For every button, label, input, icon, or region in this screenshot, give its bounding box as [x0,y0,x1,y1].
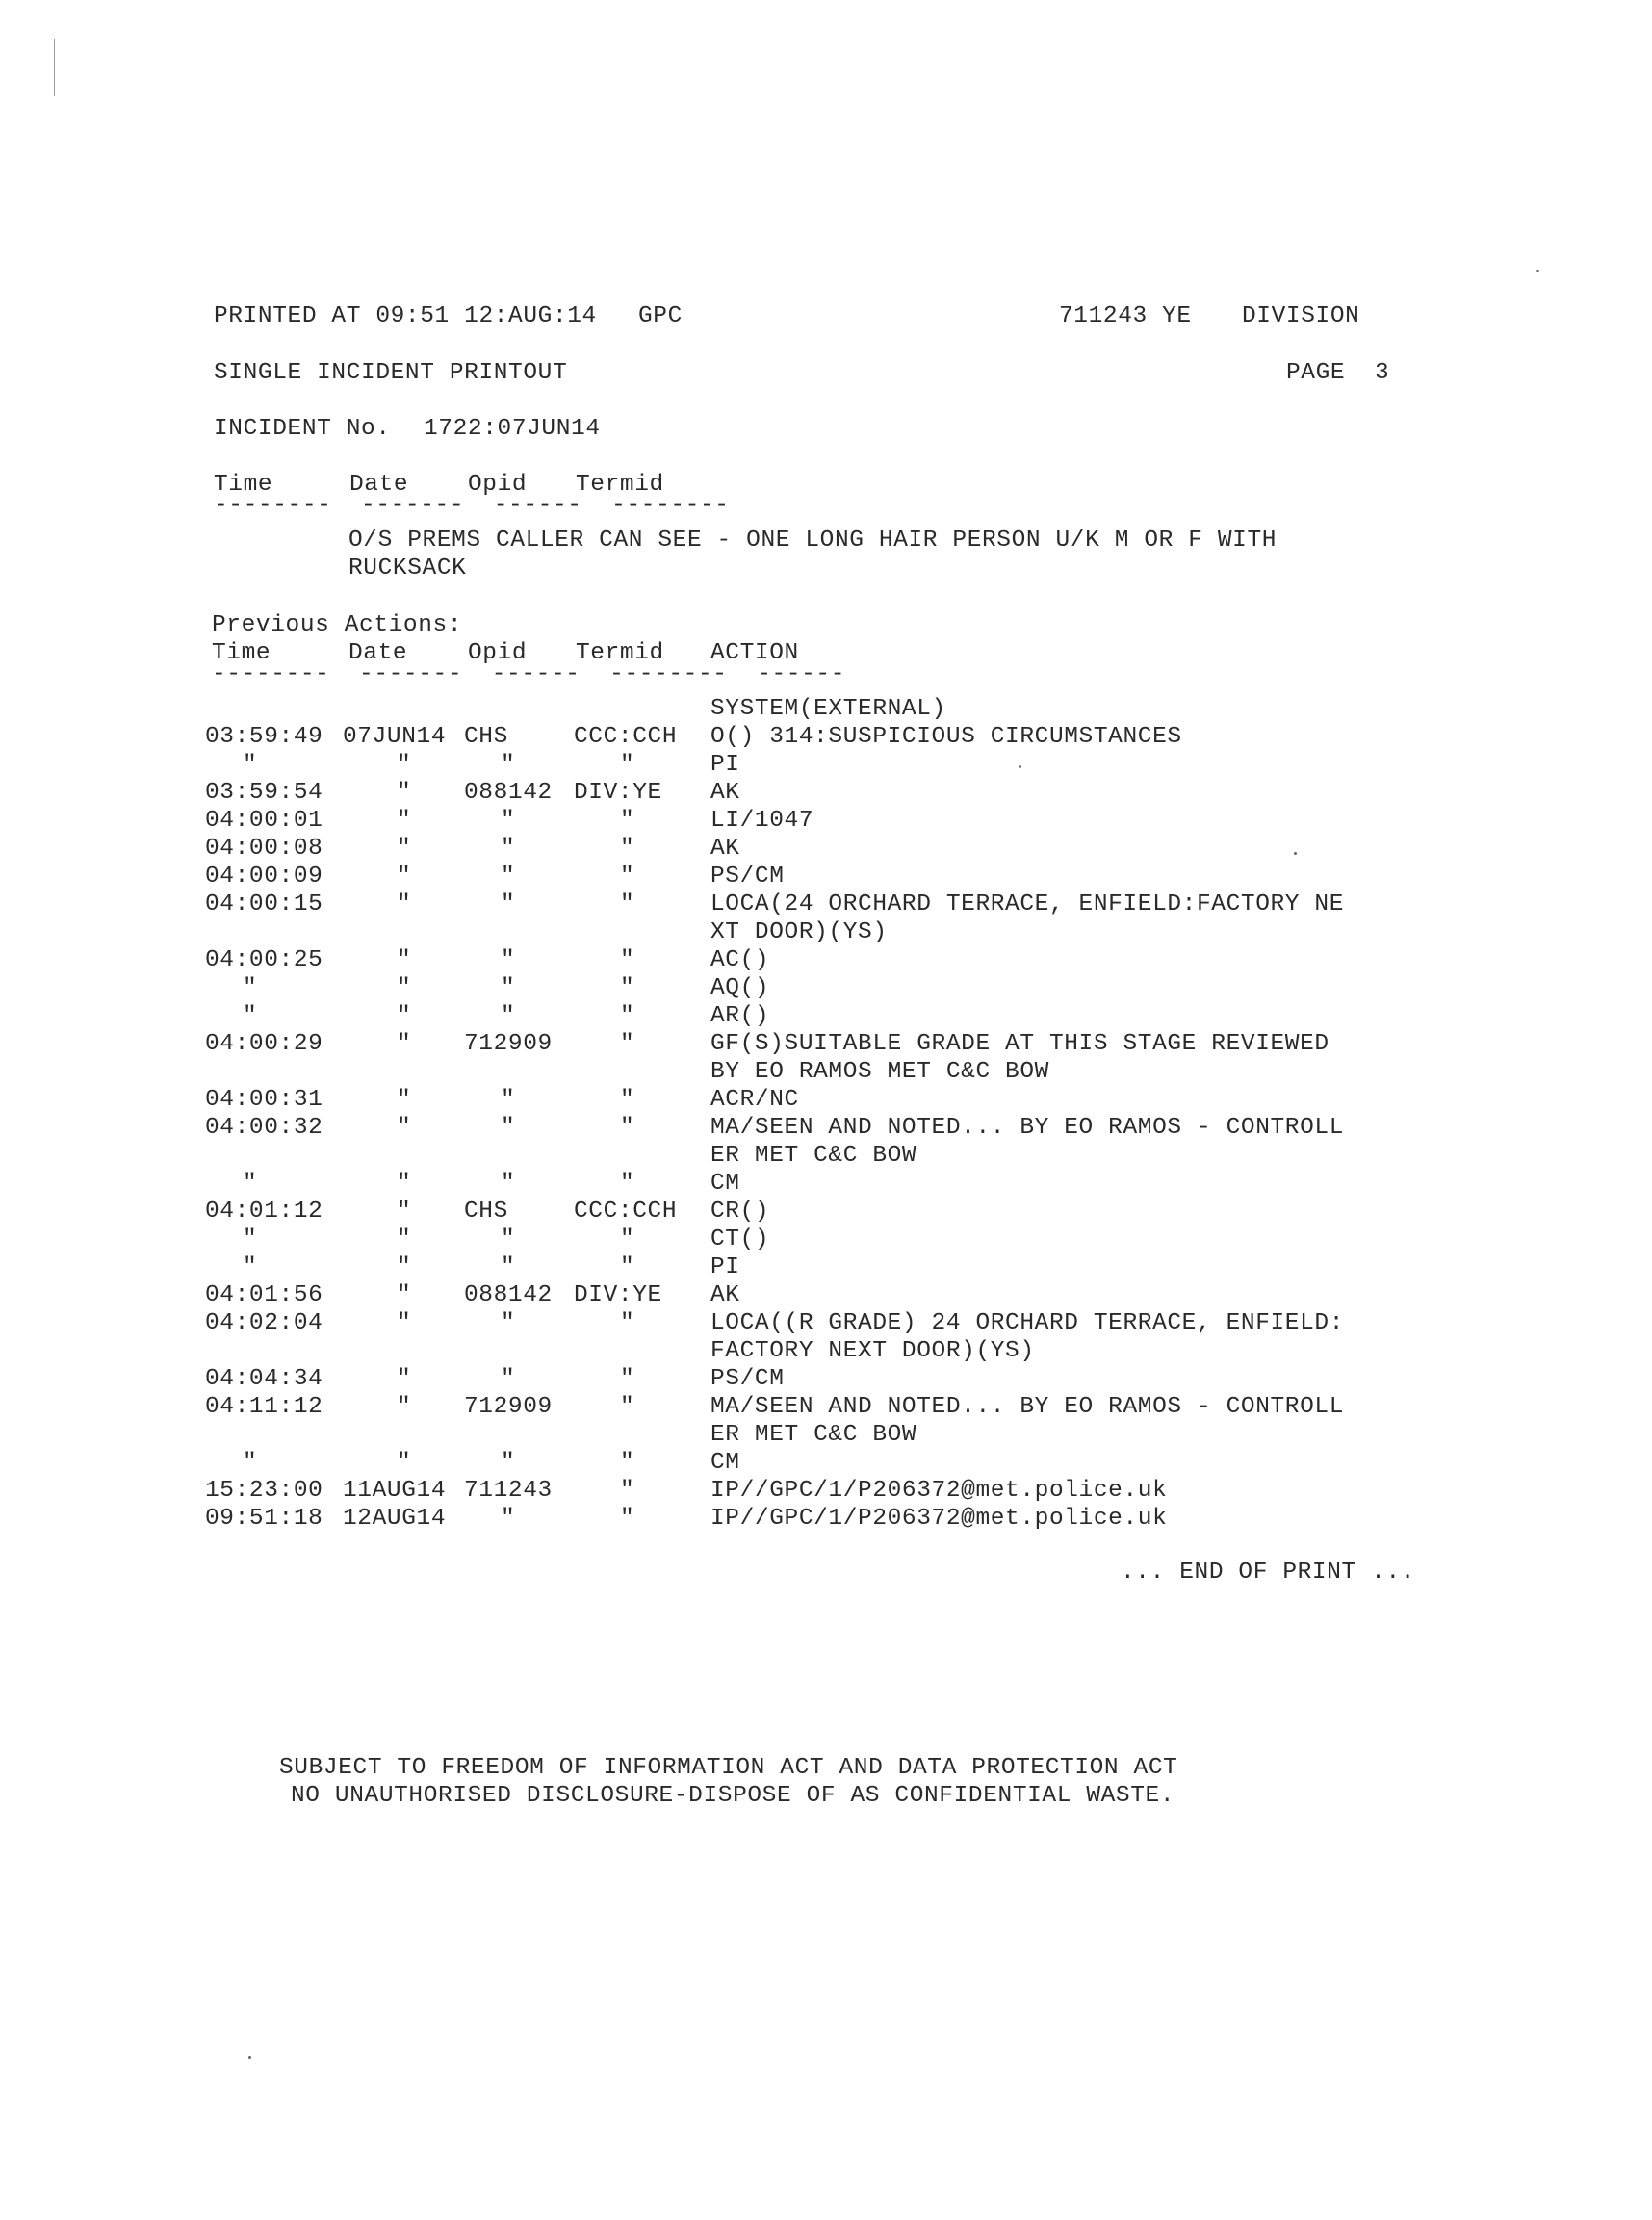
action-row [0,751,1652,779]
action-termid: CCC:CCH [574,1199,678,1225]
action-time: " [243,1254,258,1280]
scan-speck [1536,270,1539,272]
action-opid: 088142 [464,1282,553,1308]
action-row [0,1058,1652,1086]
action-termid: " [620,752,635,778]
action-time: 04:00:09 [205,864,323,890]
action-date: 12AUG14 [343,1506,447,1532]
action-row [0,1086,1652,1114]
action-date: " [397,1310,412,1336]
action-termid: " [620,1310,635,1336]
action-time: 04:00:15 [205,891,323,917]
header-rule: -------- ------- ------ -------- [214,493,730,519]
footer-notice-line-2: NO UNAUTHORISED DISCLOSURE-DISPOSE OF AS CONFIDENTIAL WASTE. [291,1783,1175,1809]
action-termid: " [620,1478,635,1504]
action-text: XT DOOR)(YS) [710,919,888,945]
col-header-opid: Opid [468,472,528,498]
end-of-print-marker: ... END OF PRINT ... [1121,1560,1416,1586]
action-opid: " [501,836,516,862]
action-time: " [243,752,258,778]
action-termid: " [620,1003,635,1029]
action-time: 03:59:49 [205,724,323,750]
action-row [0,1365,1652,1393]
action-date: " [397,1226,412,1252]
action-termid: " [620,1254,635,1280]
action-text: PS/CM [710,1366,785,1392]
action-time: 04:01:12 [205,1199,323,1225]
action-opid: " [501,1003,516,1029]
action-row [0,1477,1652,1505]
action-termid: " [620,1366,635,1392]
action-time: 04:00:32 [205,1115,323,1141]
action-time: 04:00:25 [205,947,323,973]
action-opid: 712909 [464,1394,553,1420]
action-row [0,1226,1652,1253]
scan-speck [1019,765,1021,768]
action-date: " [397,752,412,778]
action-text: CT() [710,1226,770,1252]
action-opid: 711243 [464,1478,553,1504]
action-text: LOCA((R GRADE) 24 ORCHARD TERRACE, ENFIELD: [710,1310,1345,1336]
action-opid: " [501,1226,516,1252]
action-opid: CHS [464,724,508,750]
action-date: 11AUG14 [343,1478,447,1504]
actions-col-header-termid: Termid [576,640,664,666]
action-termid: " [620,891,635,917]
action-text: ER MET C&C BOW [710,1422,917,1448]
action-row [0,779,1652,807]
action-termid: " [620,1226,635,1252]
action-date: " [397,947,412,973]
action-termid: " [620,947,635,973]
action-row [0,1505,1652,1533]
page-label: PAGE [1286,360,1346,386]
incident-number: 1722:07JUN14 [424,416,601,442]
incident-label: INCIDENT No. [214,416,391,442]
action-text: AR() [710,1003,770,1029]
action-time: 15:23:00 [205,1478,323,1504]
action-row [0,723,1652,751]
action-text: IP//GPC/1/P206372@met.police.uk [710,1478,1168,1504]
action-opid: " [501,947,516,973]
incident-description-line-1: O/S PREMS CALLER CAN SEE - ONE LONG HAIR PERSON U/K M OR F WITH [348,528,1278,554]
action-row [0,1142,1652,1170]
action-row [0,1253,1652,1281]
action-time: 04:04:34 [205,1366,323,1392]
action-date: " [397,1115,412,1141]
incident-description-line-2: RUCKSACK [348,555,467,581]
action-text: CM [710,1450,740,1476]
action-text: LI/1047 [710,808,814,834]
action-text: FACTORY NEXT DOOR)(YS) [710,1338,1035,1364]
action-row [0,1114,1652,1142]
action-text: CR() [710,1199,770,1225]
action-opid: " [501,975,516,1001]
col-header-time: Time [214,472,273,498]
printed-code-text: GPC [638,303,683,329]
action-opid: " [501,1450,516,1476]
action-row [0,974,1652,1002]
action-date: " [397,836,412,862]
action-row [0,946,1652,974]
action-time: 03:59:54 [205,780,323,806]
action-opid: 088142 [464,780,553,806]
action-row [0,891,1652,918]
action-date: " [397,1003,412,1029]
action-text: ACR/NC [710,1087,799,1113]
action-row [0,1449,1652,1477]
action-text: AQ() [710,975,770,1001]
action-time: 04:01:56 [205,1282,323,1308]
action-text: PI [710,752,740,778]
action-text: GF(S)SUITABLE GRADE AT THIS STAGE REVIEWED [710,1031,1329,1057]
col-header-date: Date [349,472,409,498]
action-text: ER MET C&C BOW [710,1143,917,1169]
action-termid: DIV:YE [574,1282,662,1308]
action-termid: " [620,864,635,890]
action-row [0,1421,1652,1449]
action-text: CM [710,1171,740,1197]
action-termid: CCC:CCH [574,724,678,750]
action-date: " [397,1282,412,1308]
action-termid: " [620,1115,635,1141]
action-date: " [397,1031,412,1057]
action-termid: " [620,836,635,862]
actions-col-header-date: Date [348,640,408,666]
action-text: PS/CM [710,864,785,890]
action-time: 04:00:08 [205,836,323,862]
actions-col-header-action: ACTION [710,640,799,666]
action-text: AC() [710,947,770,973]
action-time: 04:02:04 [205,1310,323,1336]
previous-actions-label: Previous Actions: [212,612,463,638]
action-date: " [397,975,412,1001]
action-date: " [397,1366,412,1392]
actions-col-header-opid: Opid [468,640,528,666]
action-time: 04:00:31 [205,1087,323,1113]
action-termid: " [620,1394,635,1420]
action-time: 04:00:01 [205,808,323,834]
division-label: DIVISION [1242,303,1360,329]
action-text: AK [710,836,740,862]
action-date: " [397,864,412,890]
action-opid: " [501,1171,516,1197]
document-title: SINGLE INCIDENT PRINTOUT [214,360,568,386]
action-row [0,1030,1652,1058]
action-time: 09:51:18 [205,1506,323,1532]
action-date: " [397,1087,412,1113]
action-time: " [243,1226,258,1252]
action-time: " [243,975,258,1001]
action-text: IP//GPC/1/P206372@met.police.uk [710,1506,1168,1532]
action-date: 07JUN14 [343,724,447,750]
action-text: BY EO RAMOS MET C&C BOW [710,1059,1049,1085]
action-row [0,835,1652,863]
action-text: LOCA(24 ORCHARD TERRACE, ENFIELD:FACTORY NE [710,891,1345,917]
action-date: " [397,1171,412,1197]
system-external-label: SYSTEM(EXTERNAL) [710,696,946,722]
action-row [0,918,1652,946]
action-row [0,807,1652,835]
action-opid: " [501,1115,516,1141]
action-termid: DIV:YE [574,780,662,806]
action-opid: 712909 [464,1031,553,1057]
action-time: 04:00:29 [205,1031,323,1057]
action-text: MA/SEEN AND NOTED... BY EO RAMOS - CONTROLL [710,1394,1345,1420]
action-row [0,1198,1652,1226]
scan-margin-mark [54,39,55,96]
action-date: " [397,808,412,834]
action-opid: " [501,1366,516,1392]
action-termid: " [620,975,635,1001]
action-date: " [397,1199,412,1225]
action-opid: " [501,752,516,778]
printed-at-text: PRINTED AT 09:51 12:AUG:14 [214,303,597,329]
action-text: AK [710,780,740,806]
action-date: " [397,1394,412,1420]
col-header-termid: Termid [576,472,664,498]
action-row [0,1393,1652,1421]
action-termid: " [620,1171,635,1197]
action-date: " [397,1254,412,1280]
action-time: " [243,1450,258,1476]
action-row [0,863,1652,891]
action-text: MA/SEEN AND NOTED... BY EO RAMOS - CONTROLL [710,1115,1345,1141]
action-opid: " [501,1506,516,1532]
action-termid: " [620,1031,635,1057]
action-opid: " [501,891,516,917]
action-row [0,1337,1652,1365]
action-row [0,1281,1652,1309]
actions-header-rule: -------- ------- ------ -------- ------ [212,661,846,687]
action-date: " [397,780,412,806]
action-text: O() 314:SUSPICIOUS CIRCUMSTANCES [710,724,1182,750]
action-termid: " [620,1506,635,1532]
actions-col-header-time: Time [212,640,271,666]
action-time: " [243,1003,258,1029]
action-row [0,1170,1652,1198]
action-date: " [397,1450,412,1476]
action-time: 04:11:12 [205,1394,323,1420]
scan-speck [248,2056,251,2059]
action-termid: " [620,1450,635,1476]
action-termid: " [620,1087,635,1113]
operator-code-text: 711243 YE [1059,303,1192,329]
action-row [0,1309,1652,1337]
action-opid: CHS [464,1199,508,1225]
action-text: AK [710,1282,740,1308]
footer-notice-line-1: SUBJECT TO FREEDOM OF INFORMATION ACT AND DATA PROTECTION ACT [279,1755,1178,1781]
action-opid: " [501,1087,516,1113]
action-text: PI [710,1254,740,1280]
page-number: 3 [1375,360,1390,386]
action-opid: " [501,1254,516,1280]
action-termid: " [620,808,635,834]
action-time: " [243,1171,258,1197]
action-opid: " [501,1310,516,1336]
scan-speck [1294,852,1297,855]
action-date: " [397,891,412,917]
action-opid: " [501,864,516,890]
action-opid: " [501,808,516,834]
action-row [0,1002,1652,1030]
